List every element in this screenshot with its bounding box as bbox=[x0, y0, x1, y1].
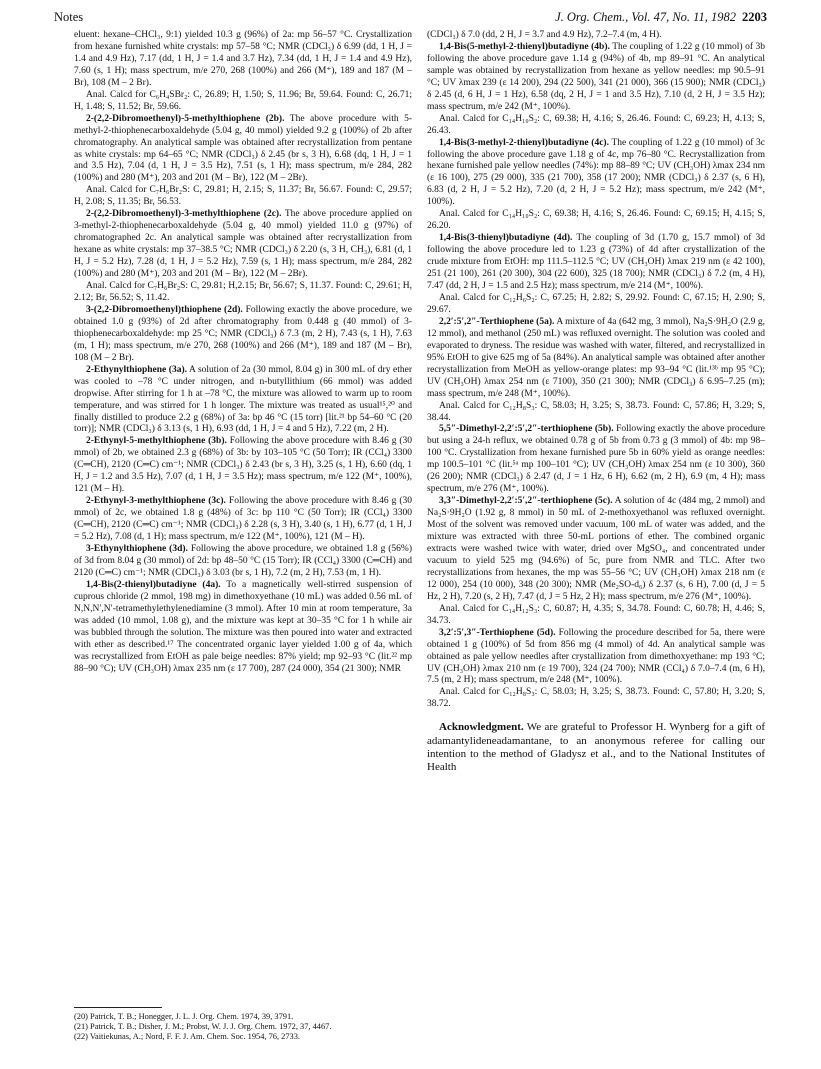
paragraph-text: The coupling of 1.22 g (10 mmol) of 3c following the above procedure gave 1.18 g of 4c, mp 76–80 °C. Recrystallization from hexane furnished pale yellow needles (74%): mp 88–89 °C; UV (CH₃OH) λmax 234 nm (ε 16 100), 275 (29 000), 335 (21 700), 358 (17 200); NMR (CDCl₃) δ 2.37 (s, 6 H), 6.83 (d, 2 H, J = 5.2 Hz), 7.20 (d, 2 H, J = 5.2 Hz); mass spectrum, m/e 242 (M⁺, 100%). bbox=[427, 137, 765, 208]
compound-heading: 1,4-Bis(3-methyl-2-thienyl)butadiyne (4c). bbox=[439, 137, 609, 148]
compound-heading: 5,5″-Dimethyl-2,2′:5′,2″-terthiophene (5b). bbox=[439, 424, 614, 435]
compound-heading: 2-Ethynyl-5-methylthiophene (3b). bbox=[86, 436, 227, 447]
footnote: (20) Patrick, T. B.; Honegger, J. L. J. Org. Chem. 1974, 39, 3791. bbox=[74, 1012, 294, 1021]
paragraph-text: Following the procedure described for 5a, there were obtained 1 g (100%) of 5d from 856 mg (4 mmol) of 4d. An analytical sample was obtained as pale yellow needles after crystallization from dimethoxyethane: mp 193 °C; UV (CH₃OH) λmax 210 nm (ε 19 700), 324 (24 700); NMR (CCl₄) δ 7.0–7.4 (m, 6 H), 7.5 (m, 2 H); mass spectrum, m/e 248 (M⁺, 100%). bbox=[427, 627, 765, 686]
compound-heading: 3-(2,2-Dibromoethenyl)thiophene (2d). bbox=[86, 304, 243, 315]
compound-heading: 1,4-Bis(3-thienyl)butadiyne (4d). bbox=[439, 233, 573, 244]
paragraph-text: eluent: hexane–CHCl₃, 9:1) yielded 10.3 g (96%) of 2a: mp 56–57 °C. Crystallization from hexane furnished white crystals: mp 57–58 °C; NMR (CDCl₃) δ 6.99 (dd, 1 H, J = 1.4 and 4.9 Hz), 7.17 (dd, 1 H, J = 1.4 and 3.7 Hz), 7.34 (dd, 1 H, J = 1.4 and 4.9 Hz), 7.60 (s, 1 H); mass spectrum, m/e 270, 268 (100%) and 266 (M⁺), 189 and 187 (M – Br), 108 (M – 2 Br). bbox=[74, 30, 412, 88]
paragraph bbox=[427, 293, 765, 317]
page-number: 2203 bbox=[742, 10, 767, 24]
paragraph bbox=[74, 496, 412, 544]
paragraph bbox=[427, 687, 765, 711]
acknowledgment-heading: Acknowledgment. bbox=[439, 721, 524, 734]
paragraph-text: Anal. Calcd for C₁₂H₈S₃: C, 58.03; H, 3.25; S, 38.73. Found: C, 57.86; H, 3.29; S, 38.44. bbox=[427, 400, 765, 423]
paragraph bbox=[74, 544, 412, 580]
paragraph bbox=[74, 365, 412, 437]
compound-heading: 3-Ethynylthiophene (3d). bbox=[86, 543, 188, 554]
compound-heading: 1,4-Bis(2-thienyl)butadiyne (4a). bbox=[86, 579, 221, 590]
paragraph bbox=[74, 114, 412, 186]
paragraph bbox=[74, 281, 412, 305]
paragraph-text: Anal. Calcd for C₆H₄SBr₂: C, 26.89; H, 1.50; S, 11.96; Br, 59.64. Found: C, 26.71; H, 1.48; S, 11.52; Br, 59.66. bbox=[74, 89, 412, 112]
paragraph-text: Anal. Calcd for C₁₄H₁₂S₃: C, 60.87; H, 4.35; S, 34.78. Found: C, 60.78; H, 4.46; S, 34.73. bbox=[427, 603, 765, 626]
paragraph-text: Following exactly the above procedure but using a 24-h reflux, we obtained 0.78 g of 5b from 0.73 g (3 mmol) of 4b: mp 98–100 °C. Crystallization from hexane furnished pure 5b in 60% yield as orange needles: mp 100.5–101 °C (lit.⁵ᵃ mp 100–101 °C); UV (CH₃OH) λmax 254 nm (ε 10 300), 360 (26 200); NMR (CDCl₃) δ 2.47 (d, J = 1 Hz, 6 H), 6.62 (m, 2 H), 6.9 (m, 4 H); mass spectrum, m/e 276 (M⁺, 100%). bbox=[427, 424, 765, 495]
acknowledgment-text: We are grateful to Professor H. Wynberg for a gift of adamantylideneadamantane, to an anonymous referee for calling our intention to the method of Gladysz et al., and to the National Institutes of Health bbox=[427, 721, 765, 773]
paragraph-text: To a magnetically well-stirred suspension of cuprous chloride (2 mmol, 198 mg) in dimethoxyethane (10 mL) was added 0.56 mL of N,N,N′,N′-tetramethylethylenediamine (3 mmol). After 10 min at room temperature, 3a was added (10 mmol, 1.08 g), and the mixture was kept at 30–35 °C for 1 h while air was bubbled through the solution. The mixture was then poured into water and extracted with ether as described.¹⁷ The concentrated organic layer yielded 1.00 g of 4a, which was recrystallized from EtOH as pale beige needles: 87% yield; mp 92–93 °C (lit.²² mp 88–90 °C); UV (CH₃OH) λmax 235 nm (ε 17 700), 287 (24 000), 354 (21 300); NMR bbox=[74, 579, 412, 674]
paragraph-text: A mixture of 4a (642 mg, 3 mmol), Na₂S·9H₂O (2.9 g, 12 mmol), and methanol (250 mL) was refluxed overnight. The solution was cooled and evaporated to dryness. The residue was washed with water, filtered, and recrystallized in 95% EtOH to give 625 mg of 5a (84%). An analytical sample was obtained after another recrystallization from MeOH as yellow-orange plates: mp 93–94 °C (lit.¹³ᵇ mp 95 °C); UV (CH₃OH) λmax 254 nm (ε 7100), 350 (21 300); NMR (CDCl₃) δ 6.95–7.25 (m); mass spectrum, m/e 248 (M⁺, 100%). bbox=[427, 316, 765, 399]
paragraph bbox=[427, 628, 765, 688]
compound-heading: 2-(2,2-Dibromoethenyl)-3-methylthiophene (2c). bbox=[86, 209, 282, 220]
paragraph-text: A solution of 4c (484 mg, 2 mmol) and Na₂S·9H₂O (1.92 g, 8 mmol) in 50 mL of 2-methoxyethanol was refluxed overnight. Most of the solvent was removed under vacuum, 100 mL of water was added, and the mixture was extracted with three 50-mL portions of ether. The combined organic extracts were washed twice with water, dried over MgSO₄, and concentrated under vacuum to yield 525 mg (94.6%) of 5c, pure from NMR and TLC. After two recrystallizations from hexanes, the mp was 55–56 °C; UV (CH₃OH) λmax 218 nm (ε 12 000), 254 (10 000), 348 (20 300); NMR (Me₂SO-d₆) δ 2.37 (s, 6 H), 7.00 (d, J = 5 Hz, 2 H), 7.20 (s, 2 H), 7.47 (d, J = 5 Hz, 2 H); mass spectrum, m/e 276 (M⁺, 100%). bbox=[427, 496, 765, 602]
paragraph-text: Anal. Calcd for C₇H₆Br₂S: C, 29.81; H,2.15; Br, 56.67; S, 11.37. Found: C, 29.61; H, 2.12; Br, 56.52; S, 11.42. bbox=[74, 281, 412, 303]
compound-heading: 2,2′:5′,2″-Terthiophene (5a). bbox=[439, 316, 555, 327]
footnote: (22) Vaitiekunas, A.; Nord, F. F. J. Am. Chem. Soc. 1954, 76, 2733. bbox=[74, 1032, 301, 1042]
journal-citation bbox=[555, 10, 767, 25]
paragraph bbox=[427, 42, 765, 114]
paragraph bbox=[74, 436, 412, 496]
compound-heading: 3,3″-Dimethyl-2,2′:5′,2″-terthiophene (5c). bbox=[439, 496, 613, 507]
paragraph-text: The coupling of 1.22 g (10 mmol) of 3b following the above procedure gave 1.14 g (94%) of 4b, mp 89–91 °C. An analytical sample was obtained by recrystallization from hexane as yellow needles: mp 90.5–91 °C; UV λmax 239 (ε 14 200), 294 (22 500), 341 (21 000), 366 (15 900); NMR (CDCl₃) δ 2.45 (d, 6 H, J = 1 Hz), 6.58 (dq, 2 H, J = 1 and 3.5 Hz), 7.10 (d, 2 H, J = 3.5 Hz); mass spectrum, m/e 242 (M⁺, 100%). bbox=[427, 41, 765, 112]
paragraph bbox=[427, 209, 765, 233]
paragraph-text: Anal. Calcd for C₁₄H₁₀S₂: C, 69.38; H, 4.16; S, 26.46. Found: C, 69.23; H, 4.13; S, 26.43. bbox=[427, 113, 765, 136]
right-column-paragraphs bbox=[427, 30, 765, 711]
paragraph-text: Anal. Calcd for C₁₂H₈S₃: C, 58.03; H, 3.25; S, 38.73. Found: C, 57.80; H, 3.20; S, 38.72. bbox=[427, 687, 765, 710]
compound-heading: 2-(2,2-Dibromoethenyl)-5-methylthiophene (2b). bbox=[86, 113, 285, 124]
footnotes bbox=[74, 1012, 412, 1043]
paragraph-text: Following the above procedure, we obtained 1.8 g (56%) of 3d from 8.04 g (30 mmol) of 2d: bp 48–50 °C (15 Torr); IR (CCl₄) 3300 (C═CH) and 2120 (C═C) cm⁻¹; NMR (CDCl₃) δ 3.03 (br s, 1 H), 7.2 (m, 2 H), 7.53 (m, 1 H). bbox=[74, 543, 413, 578]
footnote: (21) Patrick, T. B.; Disher, J. M.; Probst, W. J. J. Org. Chem. 1972, 37, 4467. bbox=[74, 1022, 332, 1032]
paragraph bbox=[427, 233, 765, 293]
paragraph bbox=[74, 90, 412, 114]
paragraph bbox=[427, 317, 765, 401]
paragraph-text: Following the above procedure with 8.46 g (30 mmol) of 2b, we obtained 2.3 g (68%) of 3b: by 103–105 °C (50 Torr); IR (CCl₄) 3300 (C═CH), 2120 (C═C) cm⁻¹; NMR (CDCl₃) δ 2.43 (br s, 3 H), 3.25 (s, 1 H), 6.60 (dq, 1 H, J = 1.2 and 3.5 Hz), 7.07 (d, 1 H, J = 3.5 Hz); mass spectrum, m/e 122 (M⁺, 100%), 121 (M – H). bbox=[74, 436, 412, 495]
paragraph bbox=[427, 401, 765, 425]
compound-heading: 2-Ethynylthiophene (3a). bbox=[86, 364, 188, 375]
paragraph bbox=[427, 114, 765, 138]
journal-name: J. Org. Chem., Vol. 47, No. 11, 1982 bbox=[555, 10, 736, 24]
paragraph bbox=[427, 604, 765, 628]
paragraph bbox=[427, 138, 765, 210]
footnote-divider bbox=[74, 1007, 162, 1008]
compound-heading: 3,2′:5′,3″-Terthiophene (5d). bbox=[439, 627, 556, 638]
paragraph bbox=[74, 209, 412, 281]
paragraph bbox=[74, 580, 412, 676]
paragraph bbox=[74, 185, 412, 209]
paragraph-text: The above procedure applied on 3-methyl-2-thiophenecarboxaldehyde (5.04 g, 40 mmol) yielded 11.0 g (97%) of chromatographed 2c. An analytical sample was obtained after recrystallization from hexane as white crystals: mp 37–38.5 °C; NMR (CDCl₃) δ 2.20 (s, 3 H, CH₃), 6.81 (d, 1 H, J = 5.2 Hz), 7.28 (d, 1 H, J = 5.2 Hz), 7.59 (s, 1 H); mass spectrum, m/e 284, 282 (100%) and 280 (M⁺), 203 and 201 (M – Br), 122 (M – 2Br). bbox=[74, 209, 412, 280]
right-column bbox=[427, 30, 765, 774]
paragraph-text: Anal. Calcd for C₇H₆Br₂S: C, 29.81; H, 2.15; S, 11.37; Br, 56.67. Found: C, 29.57; H, 2.08; S, 11.35; Br, 56.53. bbox=[74, 185, 412, 208]
compound-heading: 1,4-Bis(5-methyl-2-thienyl)butadiyne (4b). bbox=[439, 41, 610, 52]
section-label: Notes bbox=[54, 10, 84, 24]
paragraph-text: Following the above procedure with 8.46 g (30 mmol) of 2c, we obtained 1.8 g (48%) of 3c: bp 110 °C (50 Torr); IR (CCl₄) 3300 (C═CH), 2120 (C═C) cm⁻¹; NMR (CDCl₃) δ 2.28 (s, 3 H), 3.40 (s, 1 H), 6.77 (d, 1 H, J = 5.2 Hz), 7.08 (d, 1 H); mass spectrum, m/e 122 (M⁺, 100%), 121 (M – H). bbox=[74, 496, 412, 543]
paragraph-text: The above procedure with 5-methyl-2-thiophenecarboxaldehyde (5.04 g, 40 mmol) yielded 9.2 g (100%) of 2b after chromatography. An analytical sample was obtained after recrystallization from pentane as white crystals: mp 64–65 °C; NMR (CDCl₃) δ 2.45 (br s, 3 H), 6.68 (dq, 1 H, J = 1 and 3.5 Hz), 7.04 (d, 1 H, J = 3.5 Hz), 7.51 (s, 1 H); mass spectrum, m/e 284, 282 (100%) and 280 (M⁺), 203 and 201 (M – Br), 122 (M – 2Br). bbox=[74, 113, 412, 184]
paragraph bbox=[74, 30, 412, 90]
paragraph-text: Following exactly the above procedure, we obtained 1.0 g (93%) of 2d after chromatography from 0.448 g (40 mmol) of 3-thiophenecarboxaldehyde: mp 25 °C; NMR (CDCl₃) δ 7.3 (m, 2 H), 7.43 (s, 1 H), 7.63 (m, 1 H); mass spectrum, m/e 270, 268 (100%) and 266 (M⁺), 189 and 187 (M – Br), 108 (M – 2 Br). bbox=[74, 304, 412, 363]
paragraph-text: Anal. Calcd for C₁₂H₆S₂: C, 67.25; H, 2.82; S, 29.92. Found: C, 67.15; H, 2.90; S, 29.67. bbox=[427, 292, 765, 315]
paragraph bbox=[427, 424, 765, 496]
compound-heading: 2-Ethynyl-3-methylthiophene (3c). bbox=[86, 496, 226, 507]
paragraph-text: A solution of 2a (30 mmol, 8.04 g) in 300 mL of dry ether was cooled to –78 °C under nitrogen, and n-butyllithium (66 mmol) was added dropwise. After stirring for 1 h at –78 °C, the mixture was allowed to warm up to room temperature, and was stirred for 1 h longer. The mixture was treated as usual¹⁵,²⁰ and finally distilled to produce 2.2 g (68%) of 3a: bp 46 °C (15 torr) [lit.²¹ bp 54–60 °C (20 torr)]; NMR (CDCl₃) δ 3.13 (s, 1 H), 6.93 (dd, 1 H, J = 4 and 5 Hz), 7.22 (m, 2 H). bbox=[74, 364, 412, 435]
page-header bbox=[54, 10, 767, 28]
paragraph bbox=[74, 305, 412, 365]
paragraph-text: The coupling of 3d (1.70 g, 15.7 mmol) of 3d following the above procedure led to 1.23 g (73%) of 4d after crystallization of the crude mixture from EtOH: mp 111.5–112.5 °C; UV (CH₃OH) λmax 219 nm (ε 42 100), 251 (21 100), 261 (20 300), 304 (22 600), 325 (18 700); NMR (CDCl₃) δ 7.2 (m, 4 H), 7.47 (dd, 2 H, J = 1.5 and 2.5 Hz); mass spectrum, m/e 214 (M⁺, 100%). bbox=[427, 233, 765, 292]
paragraph-text: Anal. Calcd for C₁₄H₁₀S₂: C, 69.38; H, 4.16; S, 26.46. Found: C, 69.15; H, 4.15; S, 26.20. bbox=[427, 209, 765, 232]
acknowledgment-paragraph bbox=[427, 721, 765, 774]
paragraph bbox=[427, 30, 765, 42]
paragraph bbox=[427, 496, 765, 604]
paragraph-text: (CDCl₃) δ 7.0 (dd, 2 H, J = 3.7 and 4.9 Hz), 7.2–7.4 (m, 4 H). bbox=[427, 30, 662, 40]
left-column bbox=[74, 30, 412, 675]
